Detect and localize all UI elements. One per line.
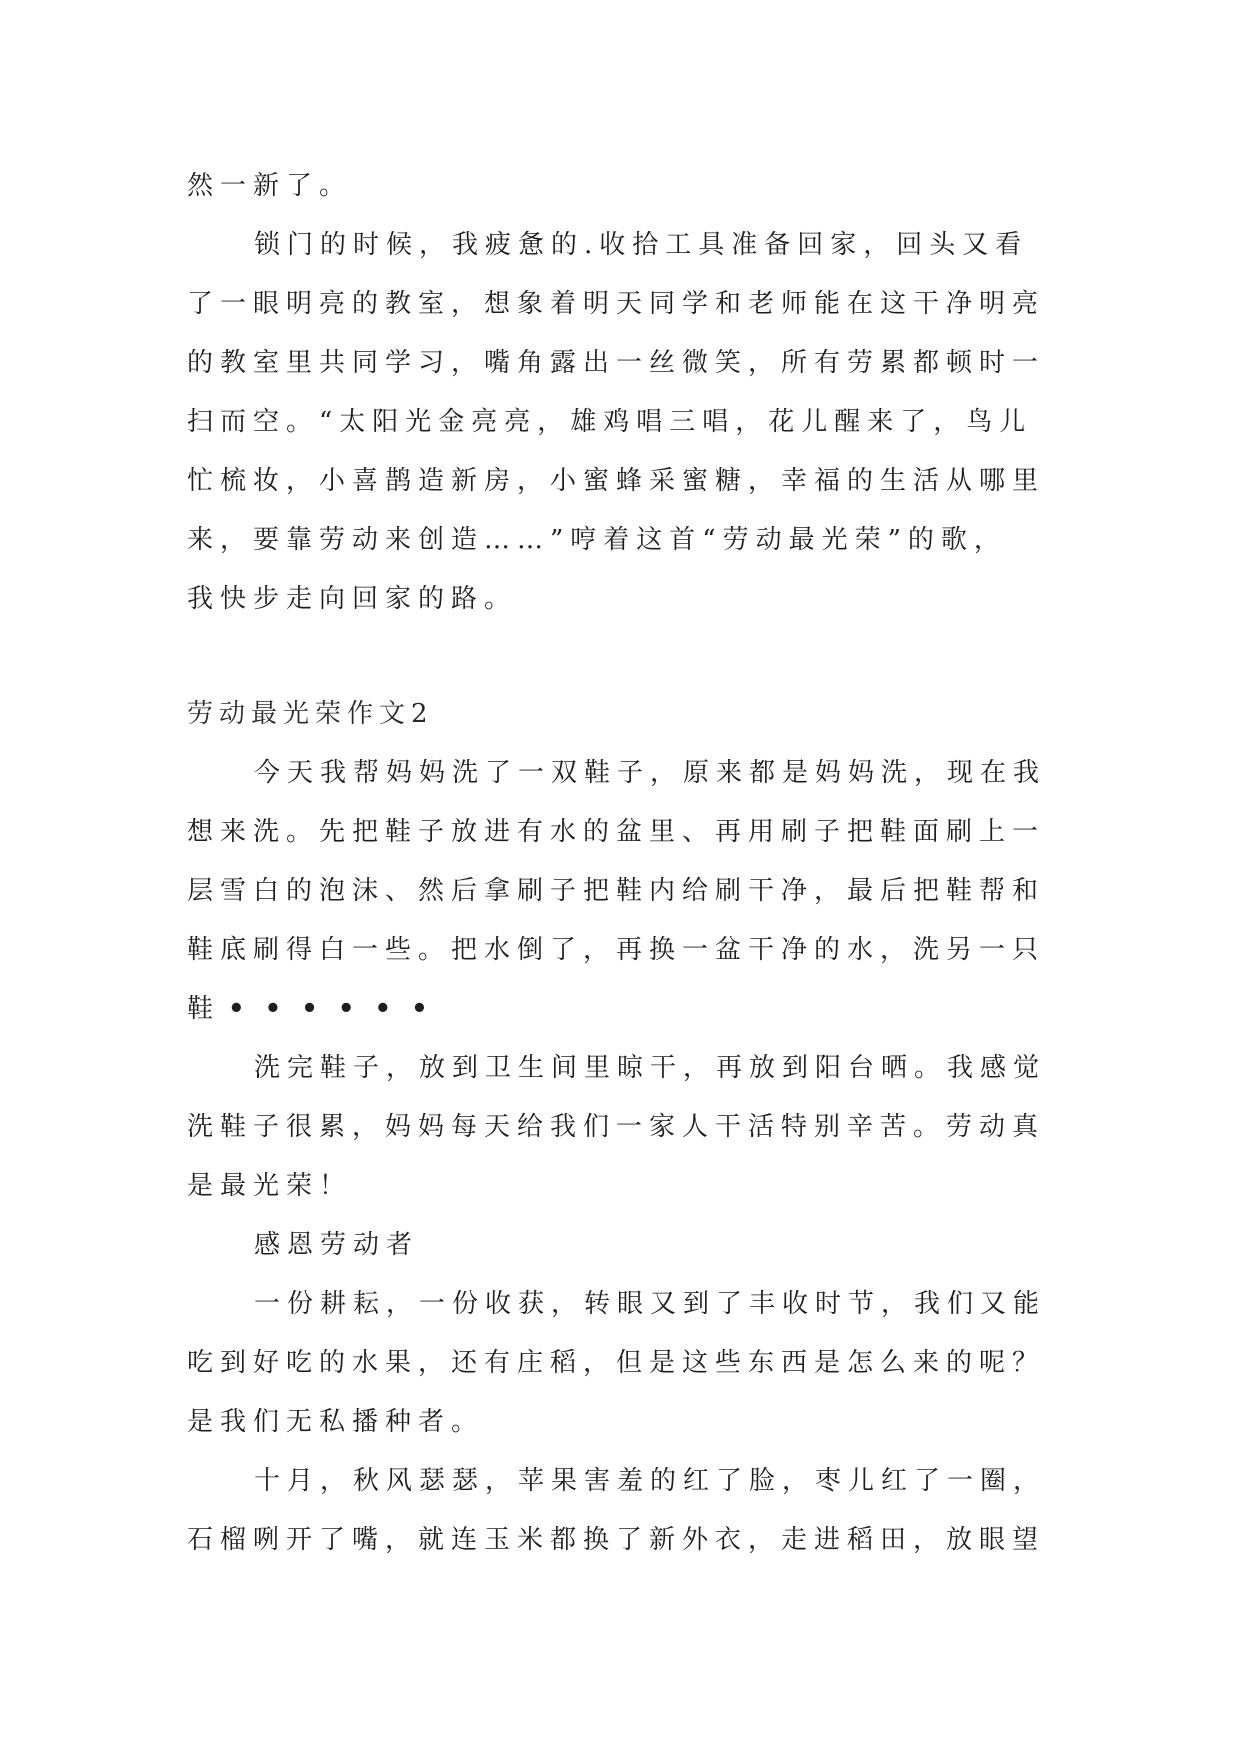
text-line-trailing — [187, 980, 1087, 1039]
paragraph-continuation — [187, 157, 1087, 216]
subheading-text: 感恩劳动者 — [254, 1230, 420, 1260]
text-line: 十月，秋风瑟瑟，苹果害羞的红了脸，枣儿红了一圈， — [254, 1466, 1047, 1496]
text-line: 忙梳妆，小喜鹊造新房，小蜜蜂采蜜糖，幸福的生活从哪里 — [187, 466, 1046, 496]
text-line: 洗完鞋子，放到卫生间里晾干，再放到阳台晒。我感觉 — [254, 1053, 1047, 1083]
text-line: 了一眼明亮的教室，想象着明天同学和老师能在这干净明亮 — [187, 289, 1046, 319]
text-line: 层雪白的泡沫、然后拿刷子把鞋内给刷干净，最后把鞋帮和 — [187, 876, 1046, 906]
text-line: 扫而空。“太阳光金亮亮，雄鸡唱三唱，花儿醒来了，鸟儿 — [187, 407, 1033, 437]
paragraph — [187, 216, 1087, 629]
paragraph — [187, 744, 1087, 1039]
paragraph — [187, 1452, 1087, 1570]
text-line: 鞋底刷得白一些。把水倒了，再换一盆干净的水，洗另一只 — [187, 935, 1046, 965]
text-line: 吃到好吃的水果，还有庄稻，但是这些东西是怎么来的呢？ — [187, 1348, 1046, 1378]
section-title — [187, 685, 1087, 744]
document-body — [187, 157, 1087, 1570]
text-line: 我快步走向回家的路。 — [187, 584, 518, 614]
text-line: 是我们无私播种者。 — [187, 1407, 485, 1437]
trailing-word: 鞋 — [187, 994, 221, 1024]
ellipsis-dots: •••••• — [228, 994, 448, 1024]
text-line: 洗鞋子很累，妈妈每天给我们一家人干活特别辛苦。劳动真 — [187, 1112, 1046, 1142]
text-line: 锁门的时候，我疲惫的.收拾工具准备回家，回头又看 — [254, 230, 1029, 260]
text-line: 然一新了。 — [187, 171, 353, 201]
text-line: 今天我帮妈妈洗了一双鞋子，原来都是妈妈洗，现在我 — [254, 758, 1047, 788]
text-line: 来，要靠劳动来创造……”哼着这首“劳动最光荣”的歌， — [187, 525, 1007, 555]
text-line: 一份耕耘，一份收获，转眼又到了丰收时节，我们又能 — [254, 1289, 1047, 1319]
text-line: 是最光荣！ — [187, 1171, 353, 1201]
section-spacer — [187, 629, 1087, 685]
text-line: 石榴咧开了嘴，就连玉米都换了新外衣，走进稻田，放眼望 — [187, 1525, 1046, 1555]
section-title-text: 劳动最光荣作文2 — [187, 699, 434, 729]
text-line: 想来洗。先把鞋子放进有水的盆里、再用刷子把鞋面刷上一 — [187, 817, 1046, 847]
paragraph — [187, 1275, 1087, 1452]
text-line: 的教室里共同学习，嘴角露出一丝微笑，所有劳累都顿时一 — [187, 348, 1046, 378]
paragraph — [187, 1039, 1087, 1216]
subheading-paragraph — [187, 1216, 1087, 1275]
